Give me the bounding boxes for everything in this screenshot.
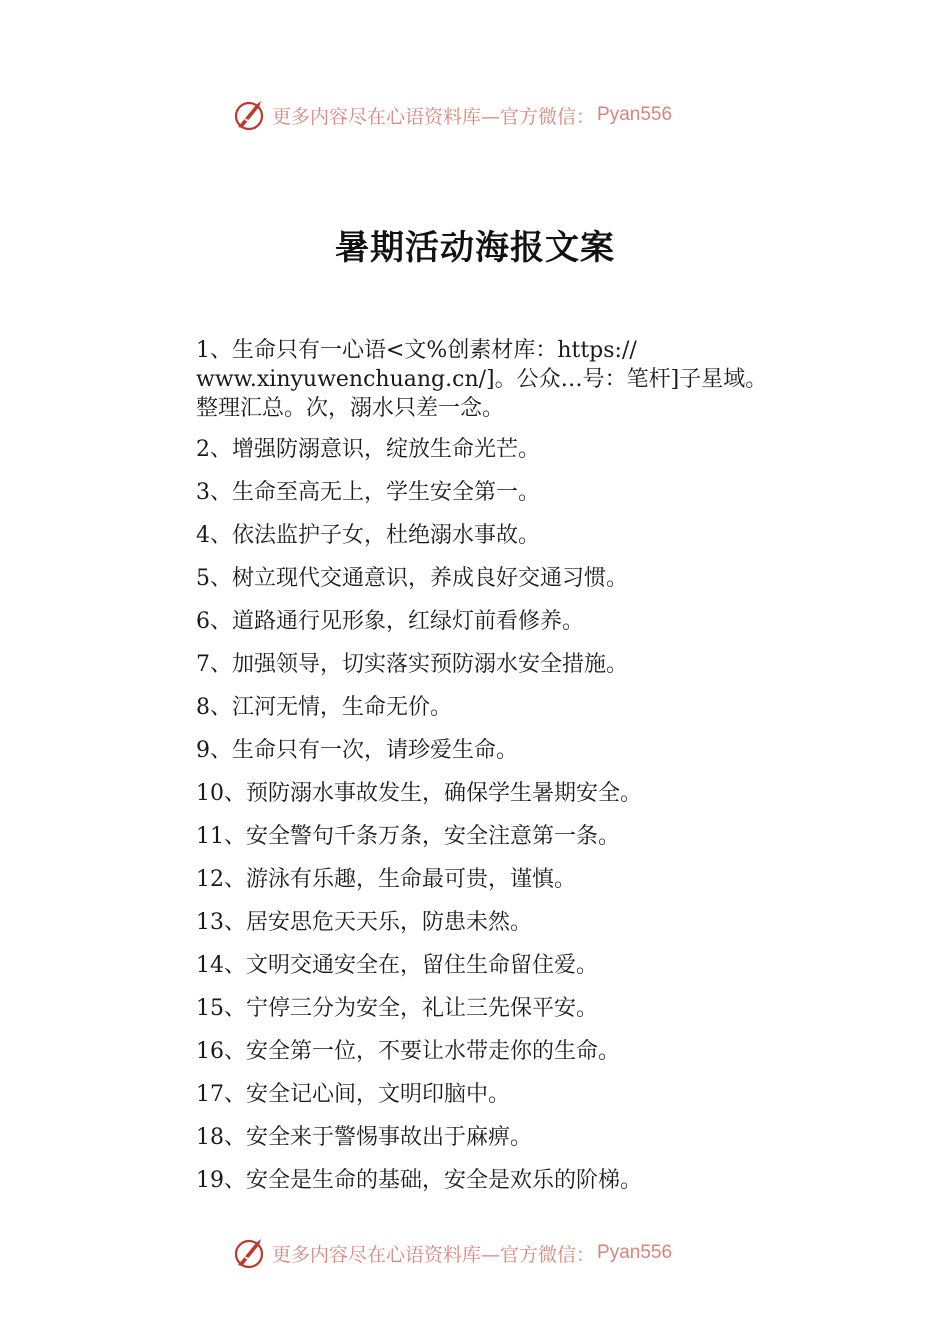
list-item-line: 1、生命只有一心语<文%创素材库：https://	[196, 338, 637, 363]
list-item: 10、预防溺水事故发生，确保学生暑期安全。	[196, 781, 642, 806]
list-item: 19、安全是生命的基础，安全是欢乐的阶梯。	[196, 1168, 642, 1193]
document-title: 暑期活动海报文案	[335, 228, 615, 268]
list-item: 16、安全第一位，不要让水带走你的生命。	[196, 1039, 620, 1064]
list-item: 12、游泳有乐趣，生命最可贵，谨慎。	[196, 867, 576, 892]
list-item: 5、树立现代交通意识，养成良好交通习惯。	[196, 566, 628, 591]
pen-logo-icon	[232, 1235, 268, 1271]
list-item: 4、依法监护子女，杜绝溺水事故。	[196, 523, 540, 548]
list-item: 3、生命至高无上，学生安全第一。	[196, 480, 540, 505]
list-item: 2、增强防溺意识，绽放生命光芒。	[196, 437, 540, 462]
header-watermark-banner	[232, 95, 752, 135]
list-item: 18、安全来于警惕事故出于麻痹。	[196, 1125, 532, 1150]
banner-wechat-id: Pyan556	[597, 1242, 673, 1263]
list-item: 14、文明交通安全在，留住生命留住爱。	[196, 953, 598, 978]
banner-wechat-id: Pyan556	[597, 104, 673, 125]
list-item: 11、安全警句千条万条，安全注意第一条。	[196, 824, 620, 849]
list-item: 17、安全记心间，文明印脑中。	[196, 1082, 510, 1107]
list-item-line: 整理汇总。次，溺水只差一念。	[196, 396, 505, 421]
list-item: 15、宁停三分为安全，礼让三先保平安。	[196, 996, 598, 1021]
list-item: 13、居安思危天天乐，防患未然。	[196, 910, 532, 935]
list-item: 7、加强领导，切实落实预防溺水安全措施。	[196, 652, 628, 677]
footer-watermark-banner	[232, 1233, 752, 1273]
list-item: 8、江河无情，生命无价。	[196, 695, 452, 720]
list-item	[196, 336, 836, 423]
pen-logo-icon	[232, 97, 268, 133]
banner-text: 更多内容尽在心语资料库—官方微信：	[272, 1243, 596, 1266]
list-item-line: www.xinyuwenchuang.cn/]。公众…号：笔杆]子星域。	[196, 367, 768, 392]
slogan-list	[196, 336, 836, 1209]
list-item: 9、生命只有一次，请珍爱生命。	[196, 738, 518, 763]
banner-text: 更多内容尽在心语资料库—官方微信：	[272, 105, 596, 128]
list-item: 6、道路通行见形象，红绿灯前看修养。	[196, 609, 584, 634]
